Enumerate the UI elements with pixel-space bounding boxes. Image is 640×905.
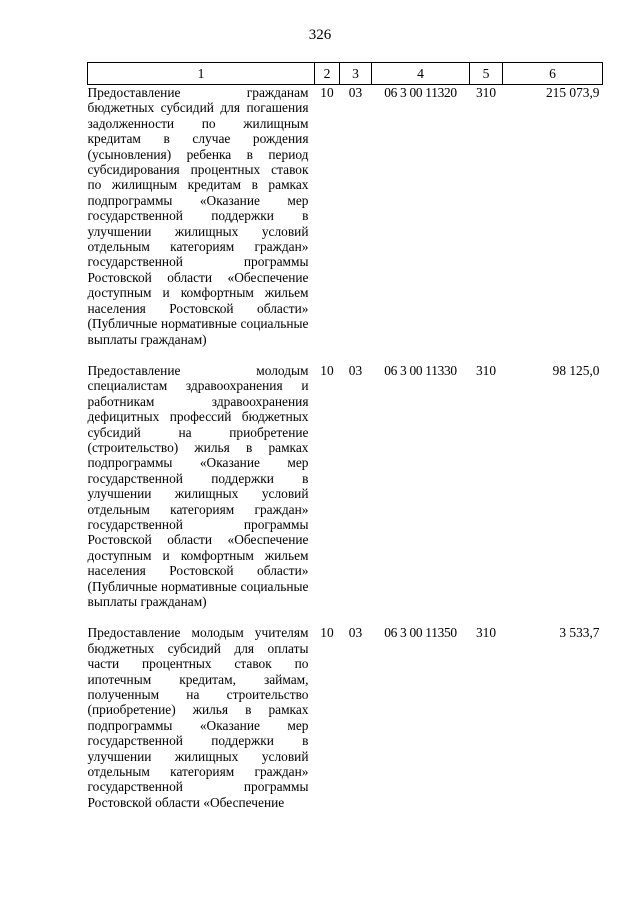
header-col-3: 3 <box>340 63 372 85</box>
row-target-article-code: 06 3 00 11320 <box>384 85 457 100</box>
table-row <box>88 347 603 610</box>
row-amount: 3 533,7 <box>559 625 600 641</box>
row-description: Предоставление гражданам бюджетных субсидий для погашения задолженности по жилищным кредитам в случае рождения (усыновления) ребенка в период субсидирования процентных ставок по жилищным кредитам в рамках подпрограммы «Оказание мер государственной поддержки в улучшении жилищных условий отдельным категориям граждан» государственной программы Ростовской области «Обеспечение доступным и комфортным жильем населения Ростовской области» (Публичные нормативные социальные выплаты гражданам) <box>87 85 309 347</box>
row-section-code: 10 <box>320 362 334 378</box>
row-expense-type-code: 310 <box>475 362 497 378</box>
header-col-2: 2 <box>315 63 340 85</box>
page-number: 326 <box>308 27 332 43</box>
header-col-5: 5 <box>470 63 503 85</box>
row-description: Предоставление молодым учителям бюджетных субсидий для оплаты части процентных ставок по ипотечным кредитам, займам, полученным на строительство (приобретение) жилья в рамках подпрограммы «Оказание мер государственной поддержки в улучшении жилищных условий отдельным категориям граждан» государственной программы Ростовской области «Обеспечение <box>87 625 309 810</box>
row-subsection-code: 03 <box>348 85 363 100</box>
header-col-6: 6 <box>503 63 603 85</box>
row-expense-type-code: 310 <box>475 85 497 100</box>
budget-table <box>87 62 603 810</box>
row-target-article-code: 06 3 00 11330 <box>384 362 457 378</box>
header-col-1: 1 <box>88 63 315 85</box>
row-section-code: 10 <box>320 85 334 100</box>
header-col-4: 4 <box>372 63 470 85</box>
row-expense-type-code: 310 <box>475 625 497 641</box>
row-target-article-code: 06 3 00 11350 <box>384 625 457 641</box>
row-subsection-code: 03 <box>348 362 363 378</box>
row-subsection-code: 03 <box>348 625 363 641</box>
row-description: Предоставление молодым специалистам здравоохранения и работникам здравоохранения дефицитных профессий бюджетных субсидий на приобретение (строительство) жилья в рамках подпрограммы «Оказание мер государственной поддержки в улучшении жилищных условий отдельным категориям граждан» государственной программы Ростовской области «Обеспечение доступным и комфортным жильем населения Ростовской области» (Публичные нормативные социальные выплаты гражданам) <box>87 362 309 609</box>
row-amount: 98 125,0 <box>552 362 600 378</box>
row-amount: 215 073,9 <box>545 85 600 100</box>
table-header-row <box>88 63 603 85</box>
table-row <box>88 609 603 810</box>
row-section-code: 10 <box>320 625 334 641</box>
table-row <box>88 85 603 347</box>
